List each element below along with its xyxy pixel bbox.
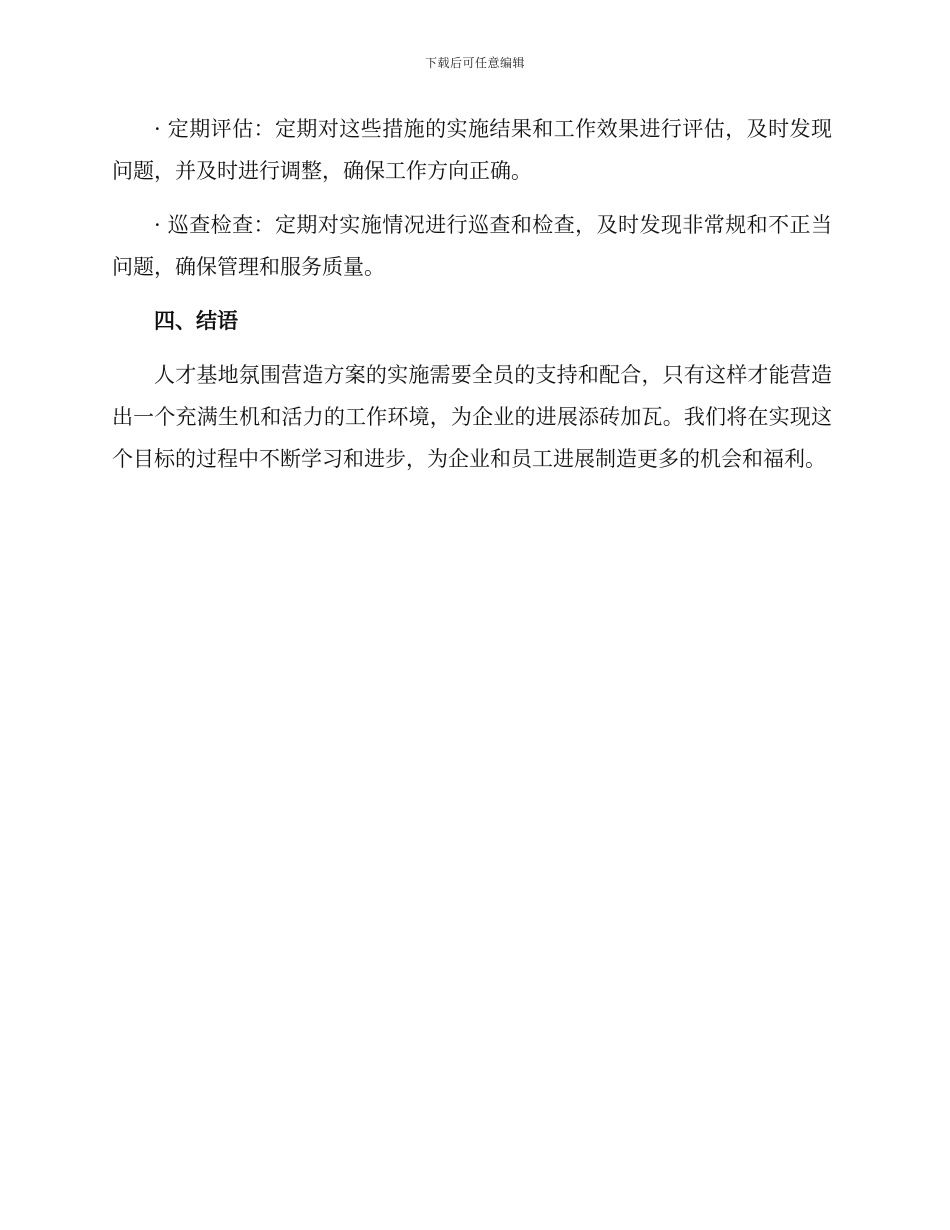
page-header: 下载后可任意编辑 (424, 56, 525, 70)
bullet-regular-evaluation: · 定期评估：定期对这些措施的实施结果和工作效果进行评估，及时发现问题，并及时进行调整，确保工作方向正确。 (112, 117, 832, 183)
section-heading-conclusion: 四、结语 (154, 308, 238, 333)
document-body (112, 108, 832, 492)
conclusion-paragraph: 人才基地氛围营造方案的实施需要全员的支持和配合，只有这样才能营造出一个充满生机和活力的工作环境，为企业的进展添砖加瓦。我们将在实现这个目标的过程中不断学习和进步，为企业和员工进展制造更多的机会和福利。 (112, 363, 832, 471)
bullet-inspection: · 巡查检查：定期对实施情况进行巡查和检查，及时发现非常规和不正当问题，确保管理和服务质量。 (112, 213, 832, 279)
